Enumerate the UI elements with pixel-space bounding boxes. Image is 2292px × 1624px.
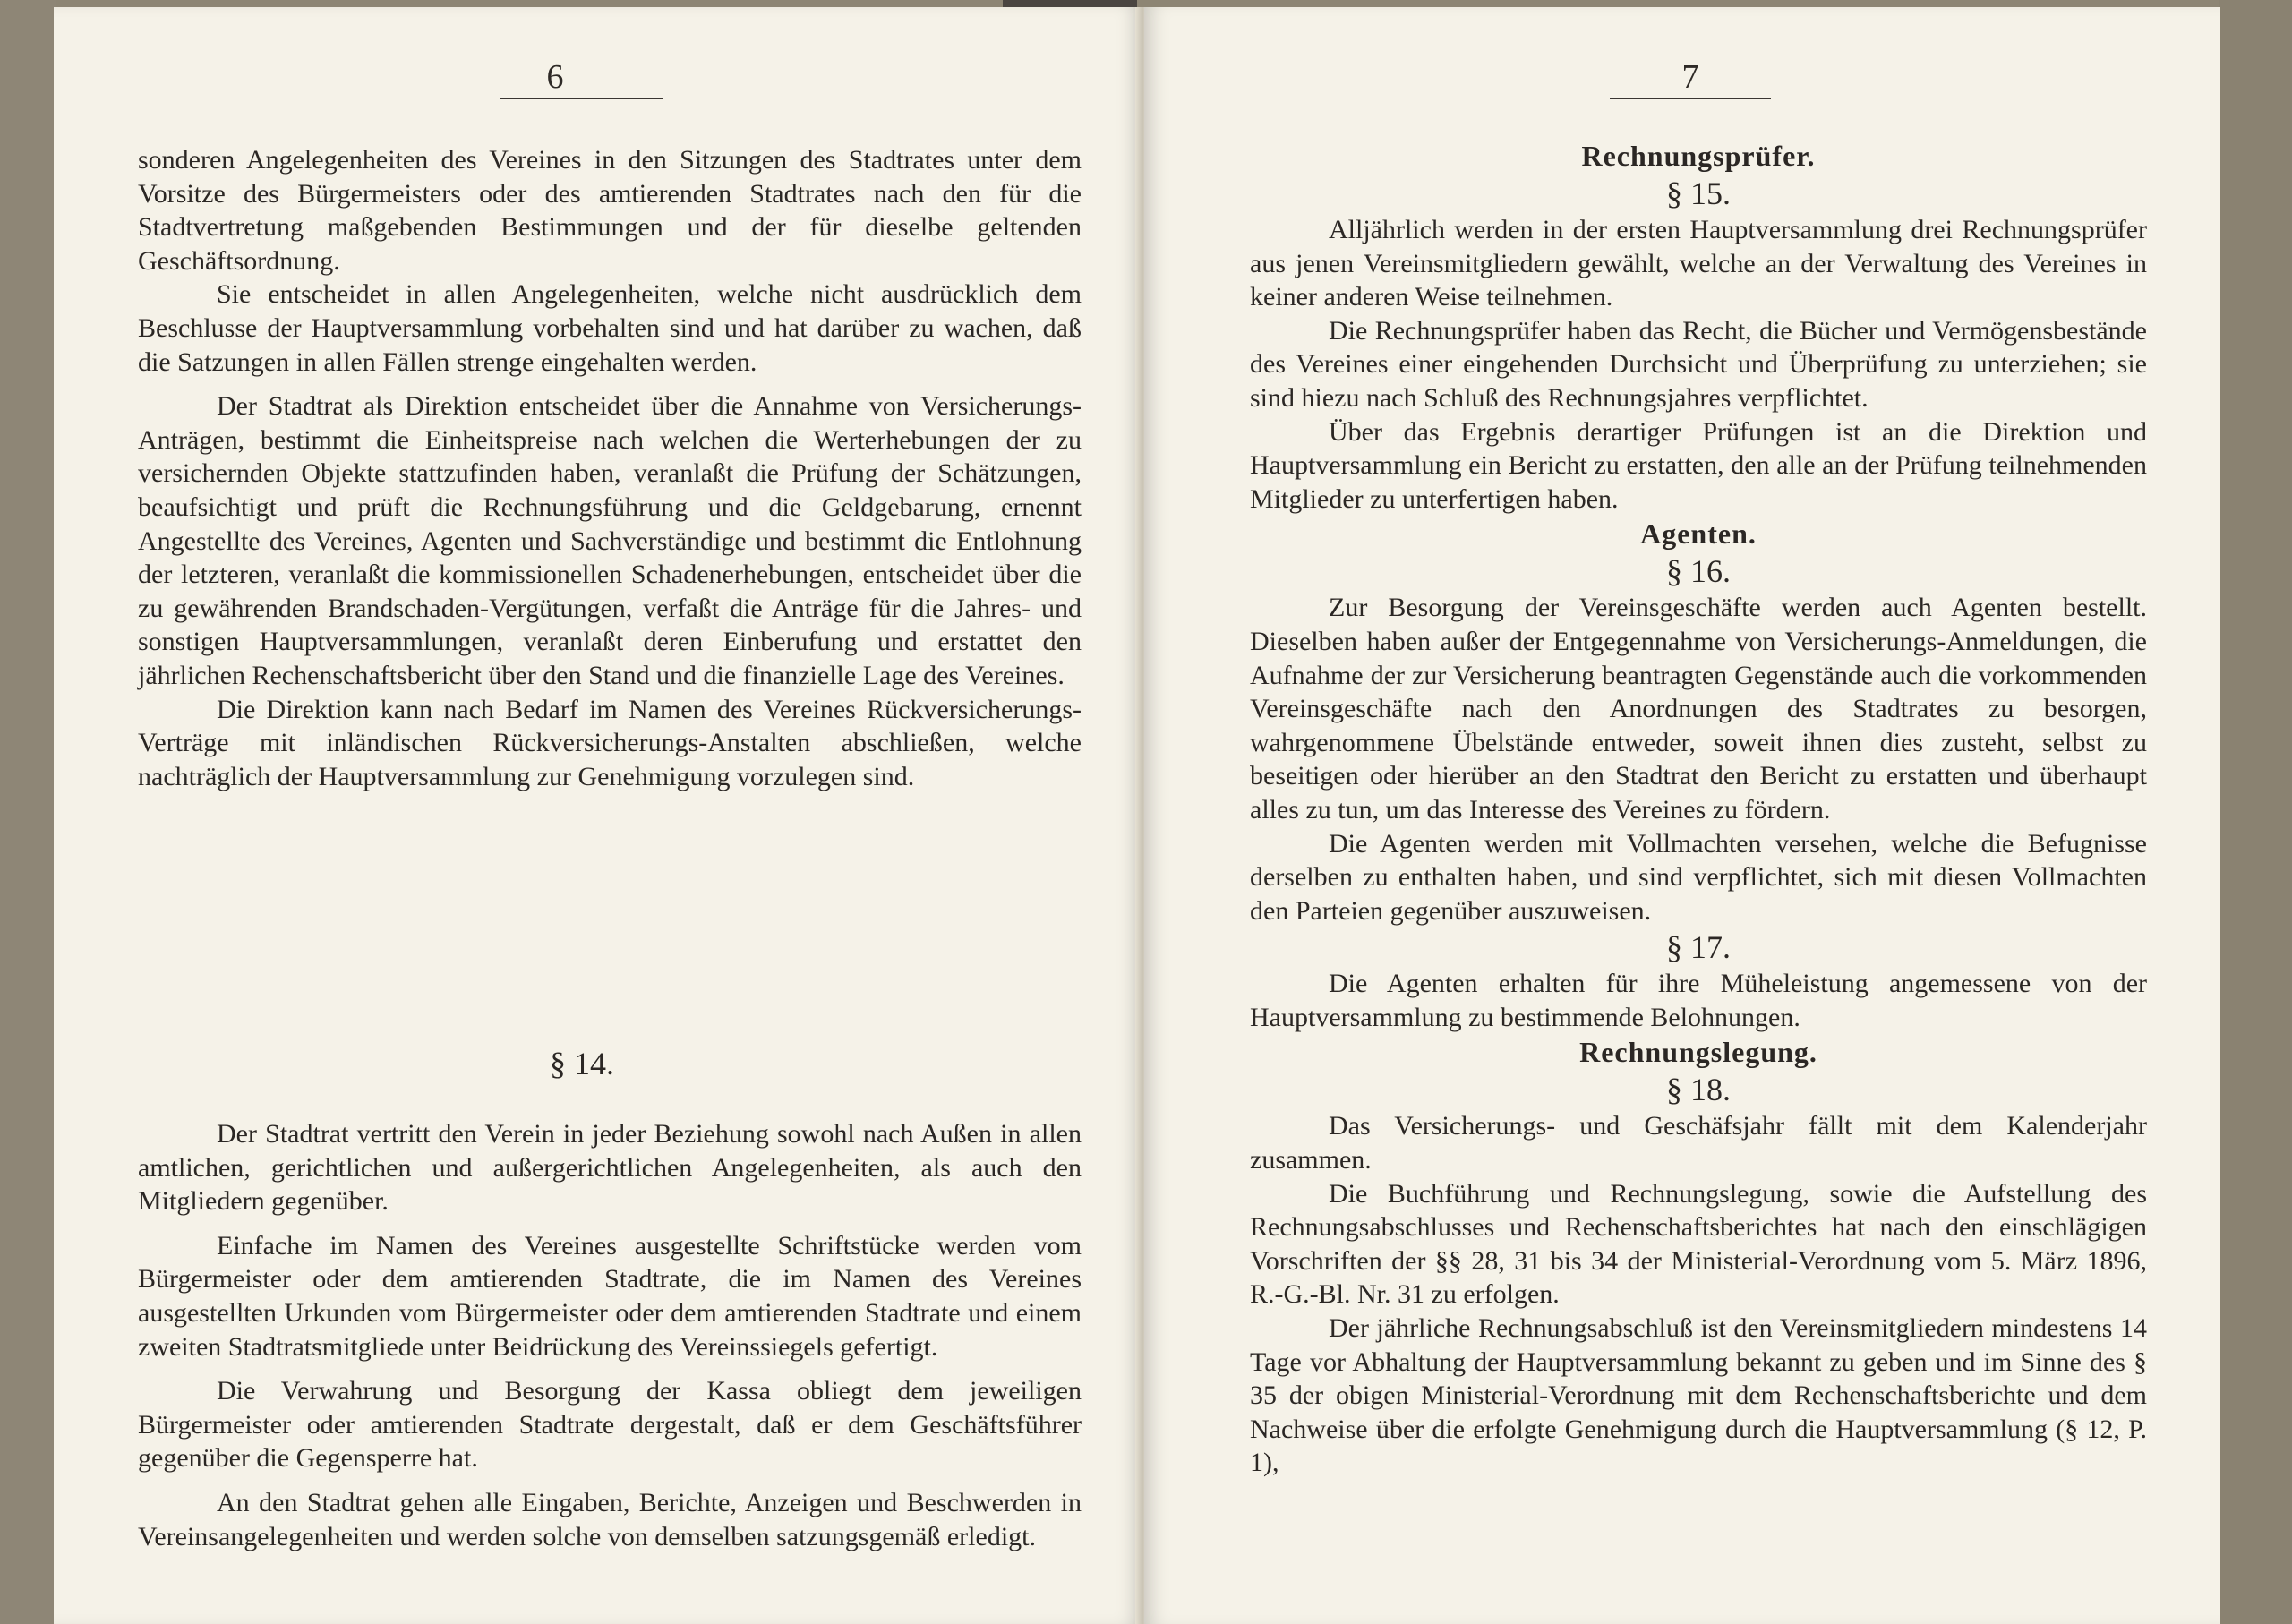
left-page — [54, 7, 1142, 1624]
paragraph: Der jährliche Rechnungsabschluß ist den Vereinsmitgliedern mindestens 14 Tage vor Abhaltung der Hauptversammlung bekannt zu geben und im Sinne des § 35 der obigen Ministerial-Verordnung mit dem Rechenschaftsberichte und dem Nachweise über die erfolgte Genehmigung durch die Hauptversammlung (§ 12, P. 1), — [1250, 1313, 2147, 1478]
paragraph: Die Verwahrung und Besorgung der Kassa obliegt dem jeweiligen Bürgermeister oder amtierenden Stadtrate dergestalt, daß er dem Geschäftsführer gegenüber die Gegensperre hat. — [138, 1376, 1082, 1474]
paragraph: Zur Besorgung der Vereinsgeschäfte werden auch Agenten bestellt. Dieselben haben außer der Entgegennahme von Versicherungs-Anmeldungen, die Aufnahme der zur Versicherung beantragten Gegenstände auch die vorkommenden Vereinsgeschäfte nach den Anordnungen des Stadtrates zu besorgen, wahrgenommene Übelstände entweder, soweit ihnen dies zusteht, selbst zu beseitigen oder hierüber an den Stadtrat den Bericht zu erstatten und überhaupt alles zu tun, um das Interesse des Vereines zu fördern. — [1250, 593, 2147, 825]
section-title: Agenten. — [1640, 517, 1757, 551]
left-text-block-2 — [138, 1117, 1082, 1553]
page-number: 7 — [1681, 58, 1699, 96]
paragraph: Einfache im Namen des Vereines ausgestellte Schriftstücke werden vom Bürgermeister oder dem amtierenden Stadtrate, die im Namen des Vereines ausgestellten Urkunden vom Bürgermeister oder dem amtierenden Stadtrate und einem zweiten Stadtratsmitgliede unter Beidrückung des Vereinssiegels gefertigt. — [138, 1230, 1082, 1362]
section-heading: § 16. — [1666, 553, 1731, 590]
page-number-rule — [500, 98, 663, 99]
paragraph: Die Agenten erhalten für ihre Müheleistung angemessene von der Hauptversammlung zu bestimmende Belohnungen. — [1250, 969, 2147, 1032]
paragraph: Der Stadtrat vertritt den Verein in jeder Beziehung sowohl nach Außen in allen amtlichen, gerichtlichen und außergerichtlichen Angelegenheiten, als auch den Mitgliedern gegenüber. — [138, 1119, 1082, 1217]
book-cover-edge-left — [0, 0, 56, 1624]
paragraph: Alljährlich werden in der ersten Hauptversammlung drei Rechnungsprüfer aus jenen Vereinsmitgliedern gewählt, welche an der Verwaltung des Vereines in keiner anderen Weise teilnehmen. — [1250, 215, 2147, 312]
paragraph: Die Rechnungsprüfer haben das Recht, die Bücher und Vermögensbestände des Vereines einer eingehenden Durchsicht und Überprüfung zu unterziehen; sie sind hiezu nach Schluß des Rechnungsjahres verpflichtet. — [1250, 315, 2147, 413]
paragraph: Über das Ergebnis derartiger Prüfungen ist an die Direktion und Hauptversammlung ein Bericht zu erstatten, den alle an der Prüfung teilnehmenden Mitglieder zu unterfertigen haben. — [1250, 416, 2147, 514]
right-text-block — [1250, 138, 2147, 1480]
section-title: Rechnungsprüfer. — [1581, 140, 1816, 172]
page-number-rule — [1610, 98, 1771, 99]
paragraph: Die Buchführung und Rechnungslegung, sowie die Aufstellung des Rechnungsabschlusses und Rechenschaftsberichtes hat nach den einschlägigen Vorschriften der §§ 28, 31 bis 34 der Ministerial-Verordnung vom 5. März 1896, R.-G.-Bl. Nr. 31 zu erfolgen. — [1250, 1178, 2147, 1310]
right-page — [1144, 7, 2220, 1624]
paragraph: Das Versicherungs- und Geschäfsjahr fällt mit dem Kalenderjahr zusammen. — [1250, 1111, 2147, 1175]
paragraph: An den Stadtrat gehen alle Eingaben, Berichte, Anzeigen und Beschwerden in Vereinsangelegenheiten und werden solche von demselben satzungsgemäß erledigt. — [138, 1487, 1082, 1551]
paragraph: Sie entscheidet in allen Angelegenheiten, welche nicht ausdrücklich dem Beschlusse der Hauptversammlung vorbehalten sind und hat darüber zu wachen, daß die Satzungen in allen Fällen strenge eingehalten werden. — [138, 279, 1082, 377]
page-number: 6 — [546, 58, 564, 96]
section-heading: § 18. — [1666, 1072, 1731, 1108]
section-heading: § 17. — [1666, 929, 1731, 966]
section-heading: § 14. — [550, 1046, 614, 1081]
left-text-block-1 — [138, 143, 1082, 793]
paragraph: Die Agenten werden mit Vollmachten versehen, welche die Befugnisse derselben zu enthalten haben, und sind verpflichtet, sich mit diesen Vollmachten den Parteien gegenüber auszuweisen. — [1250, 828, 2147, 926]
paragraph: sonderen Angelegenheiten des Vereines in den Sitzungen des Stadtrates unter dem Vorsitze des Bürgermeisters oder des amtierenden Stadtrates nach den für die Stadtvertretung maßgebenden Bestimmungen und der für dieselbe geltenden Geschäftsordnung. — [138, 145, 1082, 276]
section-heading: § 15. — [1666, 175, 1731, 211]
paragraph: Die Direktion kann nach Bedarf im Namen des Vereines Rückversicherungs-Verträge mit inländischen Rückversicherungs-Anstalten abschließen, welche nachträglich der Hauptversammlung zur Genehmigung vorzulegen sind. — [138, 694, 1082, 791]
paragraph: Der Stadtrat als Direktion entscheidet über die Annahme von Versicherungs-Anträgen, bestimmt die Einheitspreise nach welchen die Werterhebungen der zu versichernden Objekte stattzufinden haben, veranlaßt die Prüfung der Schätzungen, beaufsichtigt und prüft die Rechnungsführung und die Geldgebarung, ernennt Angestellte des Vereines, Agenten und Sachverständige und bestimmt die Entlohnung der letzteren, veranlaßt die kommissionellen Schadenerhebungen, entscheidet über die zu gewährenden Brandschaden-Vergütungen, verfaßt die Anträge für die Jahres- und sonstigen Hauptversammlungen, veranlaßt deren Einberufung und erstattet den jährlichen Rechenschaftsbericht über den Stand und die finanzielle Lage des Vereines. — [138, 391, 1082, 690]
book-cover-edge-right — [2219, 0, 2292, 1624]
section-title: Rechnungslegung. — [1579, 1036, 1817, 1069]
spine-top — [1003, 0, 1137, 7]
